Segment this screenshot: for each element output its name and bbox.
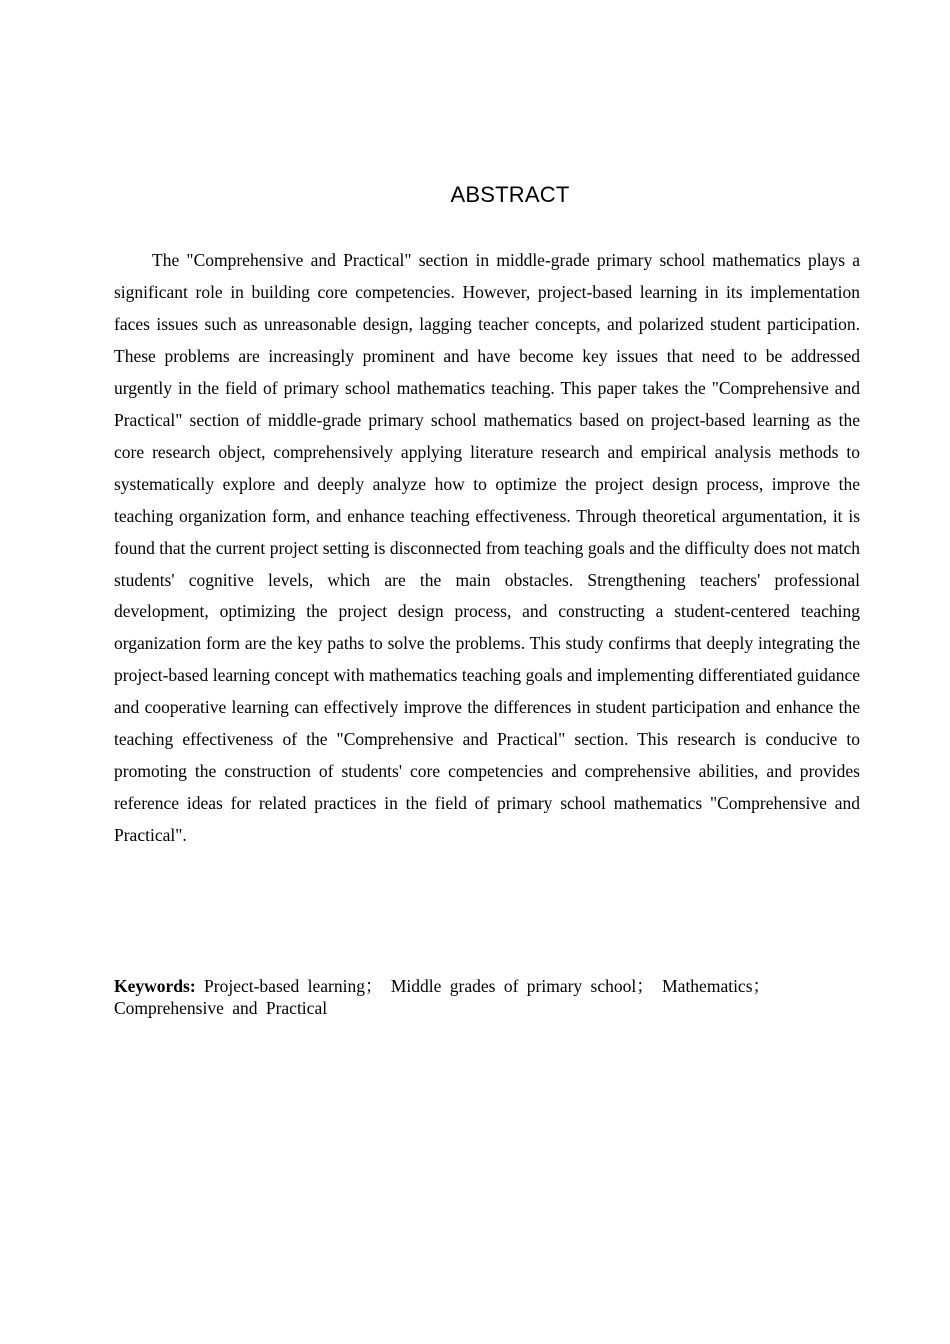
abstract-title: ABSTRACT: [450, 182, 570, 207]
abstract-body: The "Comprehensive and Practical" section in middle-grade primary school mathematics plays a significant role in building core competencies. However, project-based learning in its implementation faces issues such as unreasonable design, lagging teacher concepts, and polarized student participation. These problems are increasingly prominent and have become key issues that need to be addressed urgently in the field of primary school mathematics teaching. This paper takes the "Comprehensive and Practical" section of middle-grade primary school mathematics based on project-based learning as the core research object, comprehensively applying literature research and empirical analysis methods to systematically explore and deeply analyze how to optimize the project design process, improve the teaching organization form, and enhance teaching effectiveness. Through theoretical argumentation, it is found that the current project setting is disconnected from teaching goals and the difficulty does not match students' cognitive levels, which are the main obstacles. Strengthening teachers' professional development, optimizing the project design process, and constructing a student-centered teaching organization form are the key paths to solve the problems. This study confirms that deeply integrating the project-based learning concept with mathematics teaching goals and implementing differentiated guidance and cooperative learning can effectively improve the differences in student participation and enhance the teaching effectiveness of the "Comprehensive and Practical" section. This research is conducive to promoting the construction of students' core competencies and comprehensive abilities, and provides reference ideas for related practices in the field of primary school mathematics "Comprehensive and Practical".: [114, 250, 860, 846]
keywords-line: [114, 975, 860, 1019]
keywords-label: Keywords:: [114, 976, 196, 996]
keywords-text: Project-based learning； Middle grades of primary school； Mathematics； Comprehensive and Practical: [114, 976, 771, 1018]
